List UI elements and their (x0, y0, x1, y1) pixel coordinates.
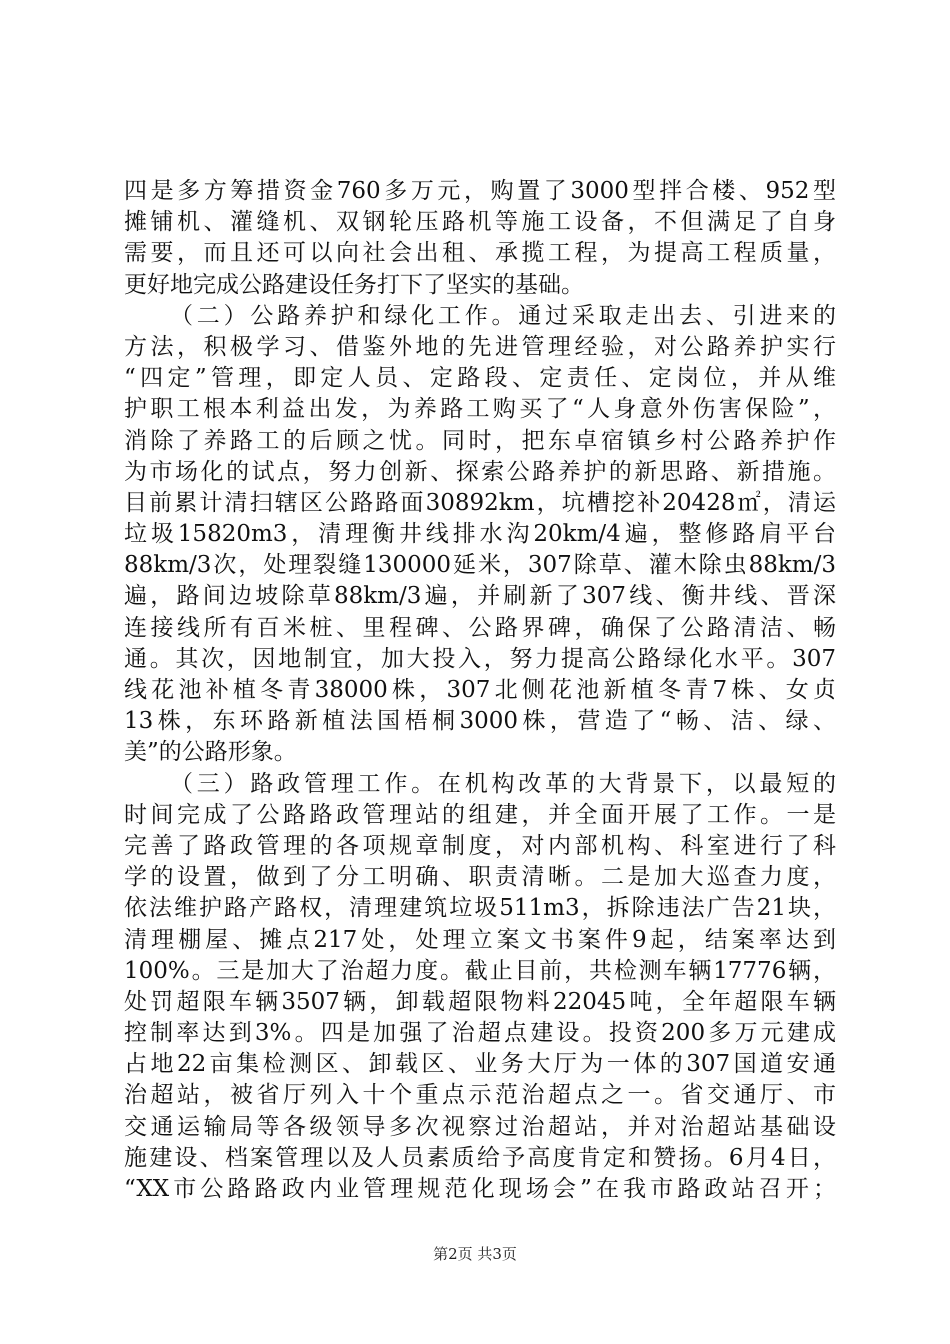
text-line: 摊铺机、灌缝机、双钢轮压路机等施工设备，不但满足了自身 (124, 209, 836, 236)
text-line: 学的设置，做到了分工明确、职责清晰。二是加大巡查力度， (124, 864, 836, 891)
text-line: 施建设、档案管理以及人员素质给予高度肯定和赞扬。6月4日， (124, 1144, 836, 1171)
text-line: 100%。三是加大了治超力度。截止目前，共检测车辆17776辆， (124, 957, 836, 984)
text-line: 美”的公路形象。 (124, 739, 297, 766)
text-line: 治超站，被省厅列入十个重点示范治超点之一。省交通厅、市 (124, 1082, 836, 1109)
text-line: 依法维护路产路权，清理建筑垃圾511m3，拆除违法广告21块， (124, 895, 836, 922)
text-line: （二）公路养护和绿化工作。通过采取走出去、引进来的 (170, 302, 836, 329)
text-line: 四是多方筹措资金760多万元，购置了3000型拌合楼、952型 (124, 178, 836, 204)
text-line: 为市场化的试点，努力创新、探索公路养护的新思路、新措施。 (124, 458, 836, 485)
text-line: （三）路政管理工作。在机构改革的大背景下，以最短的 (170, 770, 836, 797)
text-line: 88km/3次，处理裂缝130000延米，307除草、灌木除虫88km/3 (124, 552, 836, 579)
text-line: 13株，东环路新植法国梧桐3000株，营造了“畅、洁、绿、 (124, 708, 836, 735)
text-line: 处罚超限车辆3507辆，卸载超限物料22045吨，全年超限车辆 (124, 988, 836, 1015)
text-line: 消除了养路工的后顾之忧。同时，把东卓宿镇乡村公路养护作 (124, 427, 836, 454)
text-line: 更好地完成公路建设任务打下了坚实的基础。 (124, 271, 584, 298)
text-line: 方法，积极学习、借鉴外地的先进管理经验，对公路养护实行 (124, 333, 836, 360)
text-line: 交通运输局等各级领导多次视察过治超站，并对治超站基础设 (124, 1113, 836, 1140)
text-line: 时间完成了公路路政管理站的组建，并全面开展了工作。一是 (124, 801, 836, 828)
text-line: 目前累计清扫辖区公路路面30892km，坑槽挖补20428㎡，清运 (124, 489, 836, 516)
body-text (124, 176, 836, 1205)
text-line: 护职工根本利益出发，为养路工购买了“人身意外伤害保险”， (124, 396, 836, 423)
text-line: 控制率达到3%。四是加强了治超点建设。投资200多万元建成 (124, 1020, 836, 1047)
text-line: “XX市公路路政内业管理规范化现场会”在我市路政站召开； (124, 1176, 836, 1202)
text-line: 线花池补植冬青38000株，307北侧花池新植冬青7株、女贞 (124, 677, 836, 703)
text-line: 清理棚屋、摊点217处，处理立案文书案件9起，结案率达到 (124, 926, 836, 953)
text-line: 通。其次，因地制宜，加大投入，努力提高公路绿化水平。307 (124, 645, 836, 672)
text-line: 遍，路间边坡除草88km/3遍，并刷新了307线、衡井线、晋深 (124, 583, 836, 610)
text-line: 占地22亩集检测区、卸载区、业务大厅为一体的307国道安通 (124, 1051, 836, 1078)
text-line: “四定”管理，即定人员、定路段、定责任、定岗位，并从维 (124, 365, 836, 392)
page-footer: 第2页 共3页 (433, 1245, 517, 1263)
text-line: 完善了路政管理的各项规章制度，对内部机构、科室进行了科 (124, 832, 836, 859)
text-line: 连接线所有百米桩、里程碑、公路界碑，确保了公路清洁、畅 (124, 614, 836, 641)
text-line: 垃圾15820m3，清理衡井线排水沟20km/4遍，整修路肩平台 (124, 521, 836, 548)
text-line: 需要，而且还可以向社会出租、承揽工程，为提高工程质量， (124, 240, 836, 267)
